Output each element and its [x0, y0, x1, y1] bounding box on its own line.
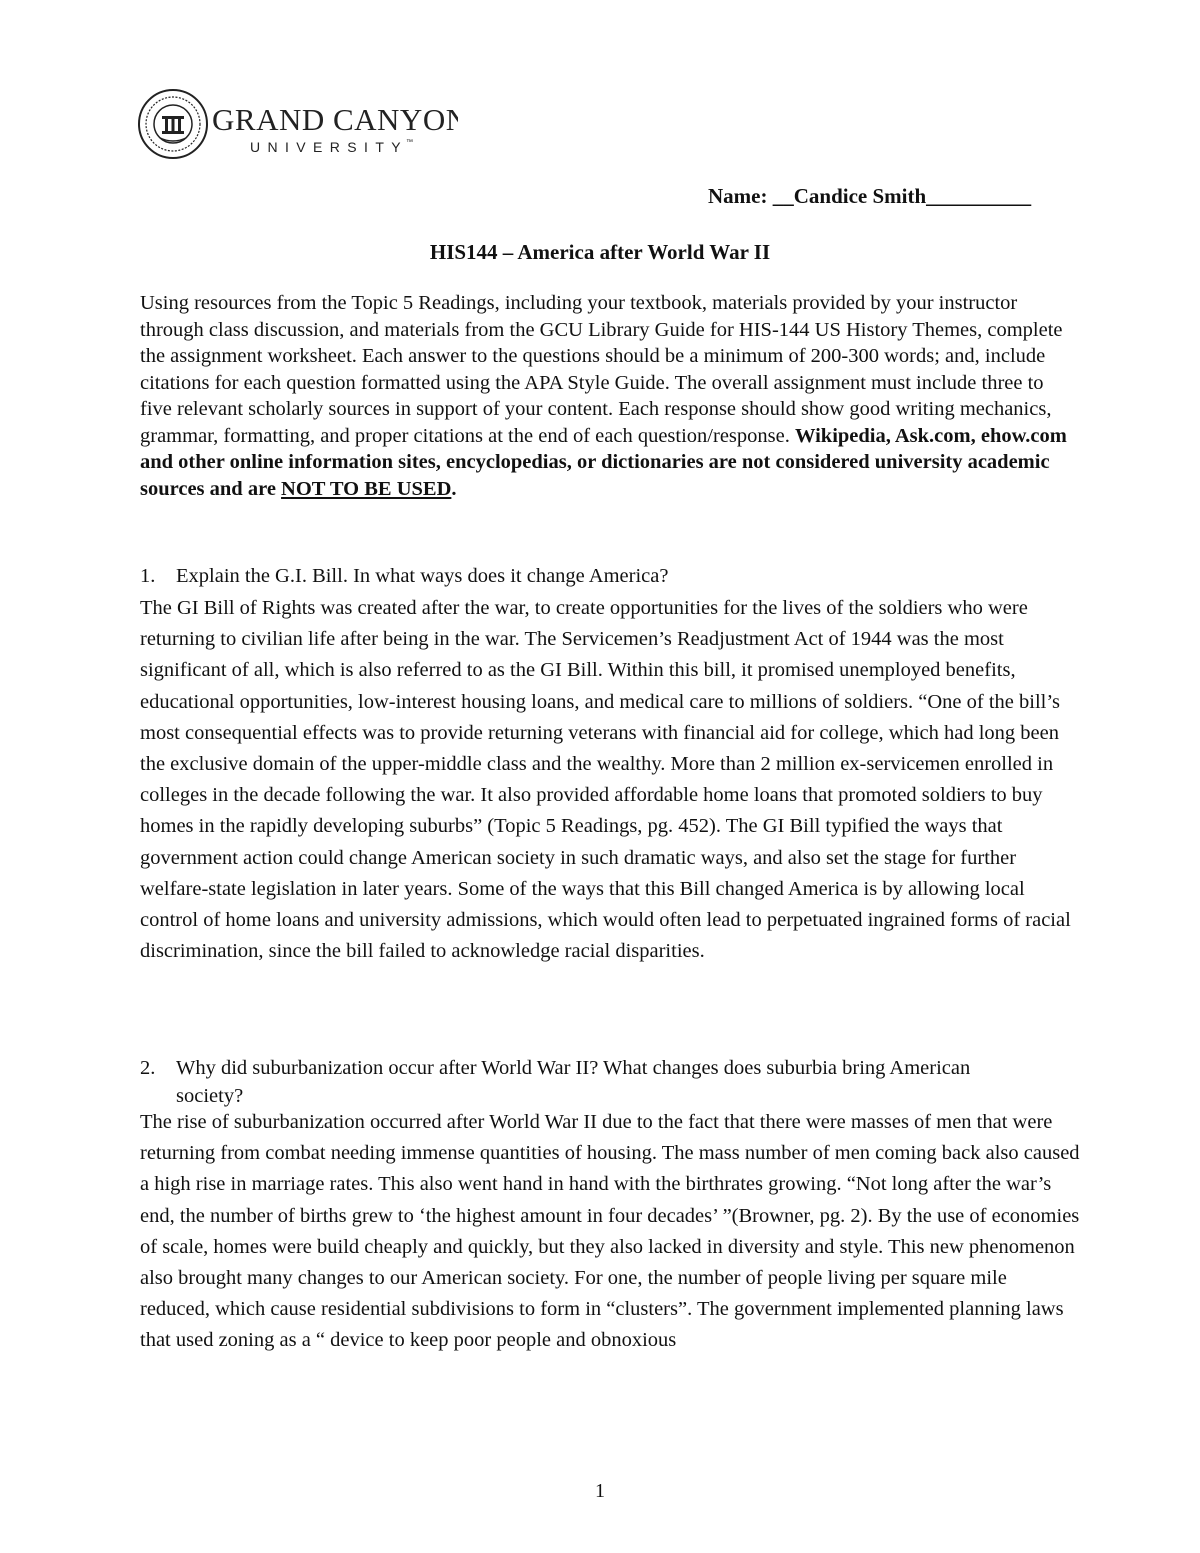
document-title: HIS144 – America after World War II: [429, 240, 771, 264]
warning-text: Wikipedia, Ask.com, ehow.com and other online information sites, encyclopedias, or dictionaries are not considered university academic sources and are: [140, 424, 1067, 500]
question-2-number: 2.: [140, 1057, 156, 1079]
question-1-number: 1.: [140, 565, 156, 587]
warning-emphasis: NOT TO BE USED: [281, 477, 452, 500]
name-prefix: __: [767, 184, 794, 208]
question-1: [140, 562, 1040, 590]
seal-icon: [138, 88, 458, 160]
logo-name-line1: GRAND CANYON: [212, 102, 458, 137]
question-2: [140, 1054, 1040, 1110]
page-number: 1: [595, 1480, 605, 1502]
answer-1: The GI Bill of Rights was created after the war, to create opportunities for the lives of the soldiers who were returning to civilian life after being in the war. The Servicemen’s Readjustment Act of 1944 was the most significant of all, which is also referred to as the GI Bill. Within this bill, it promised unemployed benefits, educational opportunities, low-interest housing loans, and medical care to millions of soldiers. “One of the bill’s most consequential effects was to provide returning veterans with financial aid for college, which had long been the exclusive domain of the upper-middle class and the wealthy. More than 2 million ex-servicemen enrolled in colleges in the decade following the war. It also provided affordable home loans that promoted soldiers to buy homes in the rapidly developing suburbs” (Topic 5 Readings, pg. 452). The GI Bill typified the ways that government action could change American society in such dramatic ways, and also set the stage for further welfare-state legislation in later years. Some of the ways that this Bill changed America is by allowing local control of home loans and university admissions, which would often lead to perpetuated ingrained forms of racial discrimination, since the bill failed to acknowledge racial disparities.: [140, 597, 1071, 963]
name-label: Name:: [708, 184, 768, 208]
instructions-text: Using resources from the Topic 5 Readings, including your textbook, materials provided by your instructor through class discussion, and materials from the GCU Library Guide for HIS-144 US History Themes, complete the assignment worksheet. Each answer to the questions should be a minimum of 200-300 words; and, include citations for each question formatted using the APA Style Guide. The overall assignment must include three to five relevant scholarly sources in support of your content. Each response should show good writing mechanics, grammar, formatting, and proper citations at the end of each question/response.: [140, 292, 1063, 447]
question-2-text: Why did suburbanization occur after World War II? What changes does suburbia bring American society?: [176, 1057, 971, 1107]
logo-name-line2: UNIVERSITY: [250, 139, 409, 155]
answer-2: The rise of suburbanization occurred after World War II due to the fact that there were masses of men that were returning from combat needing immense quantities of housing. The mass number of men coming back also caused a high rise in marriage rates. This also went hand in hand with the birthrates growing. “Not long after the war’s end, the number of births grew to ‘the highest amount in four decades’ ”(Browner, pg. 2). By the use of economies of scale, homes were build cheaply and quickly, but they also lacked in diversity and style. This new phenomenon also brought many changes to our American society. For one, the number of people living per square mile reduced, which cause residential subdivisions to form in “clusters”. The government implemented planning laws that used zoning as a “ device to keep poor people and obnoxious: [140, 1111, 1080, 1352]
logo-trademark: ™: [406, 139, 413, 146]
university-logo: [138, 88, 458, 160]
question-1-text: Explain the G.I. Bill. In what ways does it change America?: [176, 565, 669, 587]
warning-end: .: [451, 477, 457, 500]
instructions-paragraph: [140, 290, 1080, 502]
name-field: [708, 184, 1031, 209]
name-suffix: __________: [926, 184, 1032, 208]
name-value: Candice Smith: [793, 184, 927, 208]
